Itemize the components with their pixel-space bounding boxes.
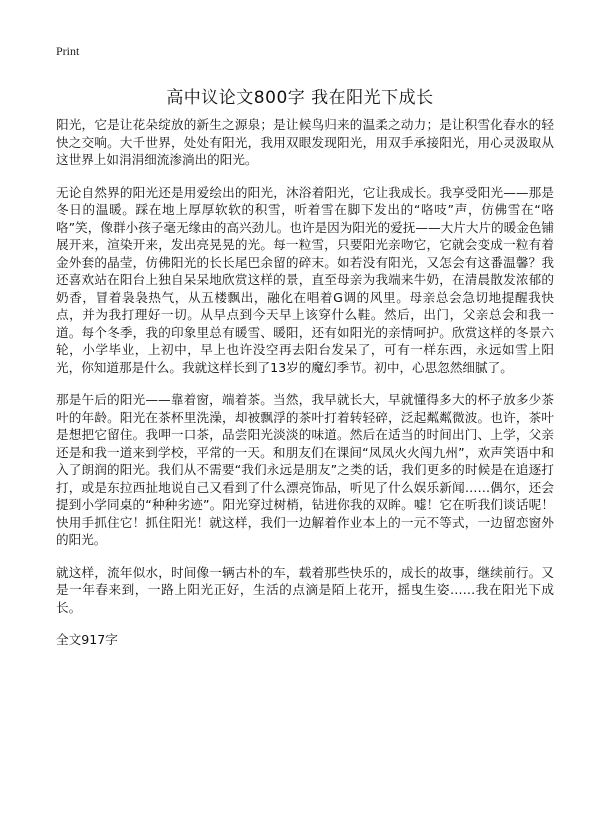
paragraph-1: 阳光，它是让花朵绽放的新生之源泉；是让候鸟归来的温柔之动力；是让积雪化春水的轻快之交响。大千世界，处处有阳光，我用双眼发现阳光，用双手承接阳光，用心灵汲取从这世界上如涓涓细流渗淌出的阳光。	[56, 117, 554, 167]
article-title: 高中议论文800字 我在阳光下成长	[166, 88, 434, 108]
paragraph-2: 无论自然界的阳光还是用爱绘出的阳光，沐浴着阳光，它让我成长。我享受阳光——那是冬日的温暖。踩在地上厚厚软软的积雪，听着雪在脚下发出的“咯吱”声，仿佛雪在“咯咯”笑，像群小孩子毫无缘由的高兴劲儿。也许是因为阳光的爱抚——大片大片的暖金色铺展开来，渲染开来，发出亮晃晃的光。每一粒雪，只要阳光亲吻它，它就会变成一粒有着金外套的晶莹，仿佛阳光的长长尾巴余留的碎末。如若没有阳光，又怎会有这番温馨？我还喜欢站在阳台上独自呆呆地欣赏这样的景，直至母亲为我端来牛奶，在清晨散发浓郁的奶香，冒着袅袅热气，从五楼飘出，融化在唱着G调的风里。母亲总会急切地提醒我快点，并为我打理好一切。从早点到今天早上该穿什么鞋。然后，出门，父亲总会和我一道。每个冬季，我的印象里总有暖雪、暖阳，还有如阳光的亲情呵护。欣赏这样的冬景六轮，小学毕业，上初中，早上也许没空再去阳台发呆了，可有一样东西，永远如雪上阳光，你知道那是什么。我就这样长到了13岁的魔幻季节。初中，心思忽然细腻了。	[56, 184, 554, 375]
article-body	[56, 116, 554, 649]
word-count: 全文917字	[56, 632, 118, 647]
print-link[interactable]: Print	[56, 44, 80, 58]
paragraph-3: 那是午后的阳光——靠着窗，端着茶。当然，我早就长大，早就懂得多大的杯子放多少茶叶的年龄。阳光在茶杯里洗澡，却被飘浮的茶叶打着转轻碎，泛起粼粼微波。也许，茶叶是想把它留住。我呷一口茶，品尝阳光淡淡的味道。然后在适当的时间出门、上学，父亲还是和我一道来到学校，平常的一天。和朋友们在课间“凤凤火火闯九州”，欢声笑语中和入了朗润的阳光。我们从不需要“我们永远是朋友”之类的话，我们更多的时候是在追逐打打，或是东拉西扯地说自己又看到了什么漂亮饰品，听见了什么娱乐新闻……偶尔，还会提到小学同桌的“种种劣迹”。阳光穿过树梢，钻进你我的双眸。嘘！它在听我们谈话呢！快用手抓住它！抓住阳光！就这样，我们一边解着作业本上的一元不等式，一边留恋窗外的阳光。	[56, 392, 554, 547]
paragraph-4: 就这样，流年似水，时间像一辆古朴的车，载着那些快乐的，成长的故事，继续前行。又是一年春来到，一路上阳光正好，生活的点滴是陌上花开，摇曳生姿……我在阳光下成长。	[56, 564, 554, 615]
